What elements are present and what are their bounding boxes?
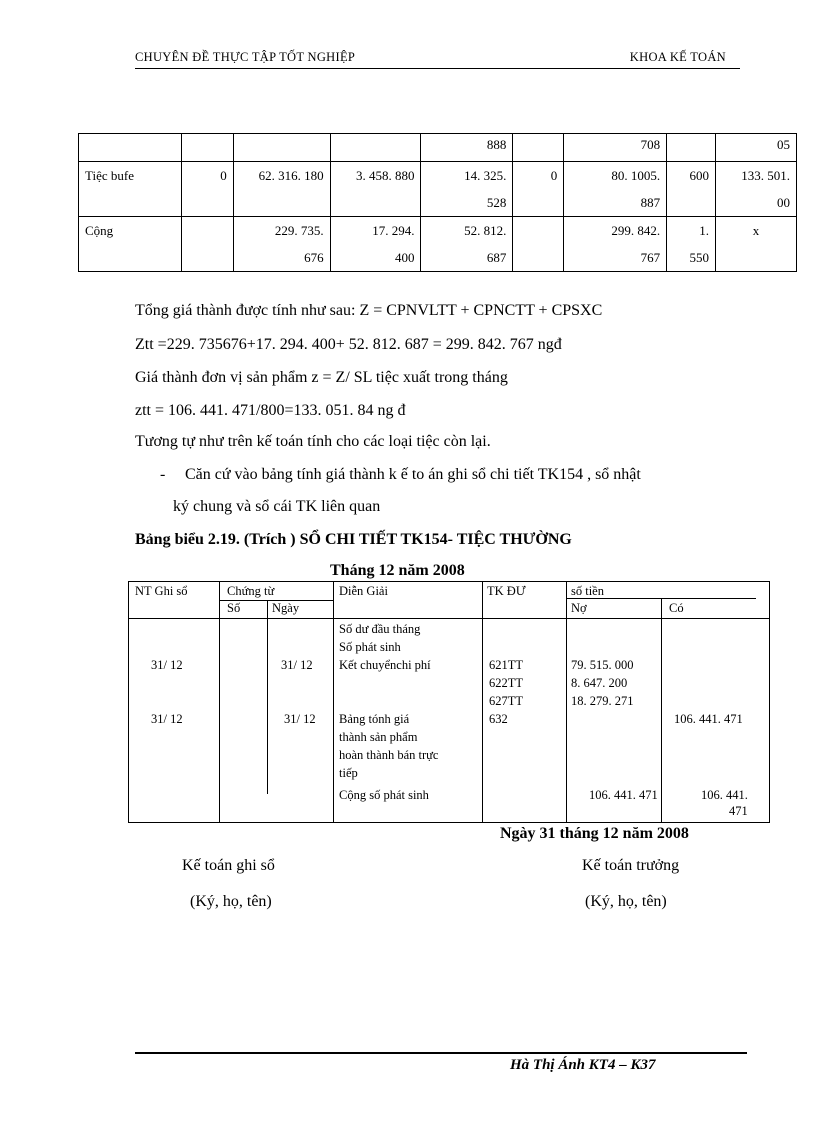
- row2-desc: tiếp: [339, 766, 358, 780]
- formula-text: Tổng giá thành được tính như sau: Z = CPNVLTT + CPNCTT + CPSXC: [135, 302, 603, 319]
- arising-label: Số phát sinh: [339, 640, 401, 654]
- header-left: CHUYÊN ĐỀ THỰC TẬP TỐT NGHIỆP: [135, 50, 356, 64]
- header-right: KHOA KẾ TOÁN: [629, 50, 726, 64]
- cell: x: [716, 217, 797, 272]
- bullet-text-1: Căn cứ vào bảng tính giá thành k ế to án ghi sổ chi tiết TK154 , sổ nhật: [185, 466, 641, 483]
- cell: 133. 501. 00: [716, 162, 797, 217]
- row2-date: 31/ 12: [151, 712, 183, 726]
- cell: 80. 1005. 887: [564, 162, 667, 217]
- account: 622TT: [489, 676, 524, 690]
- cell: 600: [667, 162, 716, 217]
- left-sign-title: Kế toán ghi sổ: [182, 857, 275, 874]
- cell: 14. 325. 528: [421, 162, 513, 217]
- cell: 17. 294. 400: [330, 217, 421, 272]
- table-subtitle: Tháng 12 năm 2008: [330, 562, 465, 579]
- cell: 3. 458. 880: [330, 162, 421, 217]
- footer-rule: [135, 1052, 747, 1054]
- cell: 62. 316. 180: [233, 162, 330, 217]
- table-row: [79, 217, 797, 272]
- cell: 1. 550: [667, 217, 716, 272]
- row2-account: 632: [489, 712, 508, 726]
- amount: 18. 279. 271: [571, 694, 634, 708]
- sign-date: Ngày 31 tháng 12 năm 2008: [500, 825, 689, 842]
- right-sign-sub: (Ký, họ, tên): [585, 893, 667, 910]
- calc-text: Ztt =229. 735676+17. 294. 400+ 52. 812. 687 = 299. 842. 767 ngđ: [135, 336, 562, 353]
- unit-calc-text: ztt = 106. 441. 471/800=133. 051. 84 ng đ: [135, 402, 406, 419]
- opening-balance: Số dư đầu tháng: [339, 622, 421, 636]
- table-title: Bảng biểu 2.19. (Trích ) SỔ CHI TIẾT TK154- TIỆC THƯỜNG: [135, 531, 572, 548]
- col-so-tien: số tiền: [571, 584, 604, 598]
- account: 627TT: [489, 694, 524, 708]
- cell: 888: [421, 134, 513, 162]
- cell: 05: [716, 134, 797, 162]
- col-co: Có: [669, 601, 684, 615]
- col-dien-giai: Diễn Giải: [339, 584, 388, 598]
- footer-author: Hà Thị Ánh KT4 – K37: [510, 1057, 656, 1073]
- bullet-dash: -: [160, 466, 166, 483]
- table-row: [79, 162, 797, 217]
- total-co-2: 471: [729, 804, 748, 818]
- similar-text: Tương tự như trên kế toán tính cho các loại tiệc còn lại.: [135, 433, 491, 450]
- cell: 0: [181, 162, 233, 217]
- col-chung-tu: Chứng từ: [227, 584, 275, 598]
- bullet-text-2: ký chung và sổ cái TK liên quan: [173, 498, 381, 515]
- row2-desc: Bảng tónh giá: [339, 712, 410, 726]
- left-sign-sub: (Ký, họ, tên): [190, 893, 272, 910]
- amount: 79. 515. 000: [571, 658, 634, 672]
- cell: 0: [513, 162, 564, 217]
- total-no: 106. 441. 471: [589, 788, 658, 802]
- right-sign-title: Kế toán trưởng: [582, 857, 680, 874]
- row-label: Cộng: [79, 217, 182, 272]
- table-row: [79, 134, 797, 162]
- row-label: Tiệc bufe: [79, 162, 182, 217]
- row2-co: 106. 441. 471: [674, 712, 743, 726]
- account: 621TT: [489, 658, 524, 672]
- amount: 8. 647. 200: [571, 676, 628, 690]
- col-no: Nợ: [571, 601, 587, 615]
- cell: 52. 812. 687: [421, 217, 513, 272]
- cell: 299. 842. 767: [564, 217, 667, 272]
- row2-desc: hoàn thành bán trực: [339, 748, 439, 762]
- col-so: Số: [227, 601, 241, 615]
- col-ngay: Ngày: [272, 601, 300, 615]
- col-tk-du: TK ĐƯ: [487, 584, 526, 598]
- total-label: Cộng số phát sinh: [339, 788, 429, 802]
- ledger-table: [128, 581, 770, 823]
- col-nt: NT Ghi sổ: [135, 584, 188, 598]
- cost-table: [78, 133, 797, 272]
- cell: 708: [564, 134, 667, 162]
- row1-ngay: 31/ 12: [281, 658, 313, 672]
- row2-desc: thành sản phẩm: [339, 730, 418, 744]
- unit-cost-text: Giá thành đơn vị sản phẩm z = Z/ SL tiệc xuất trong tháng: [135, 369, 508, 386]
- page-header: [135, 50, 740, 69]
- row1-date: 31/ 12: [151, 658, 183, 672]
- row2-ngay: 31/ 12: [284, 712, 316, 726]
- cell: 229. 735. 676: [233, 217, 330, 272]
- row1-desc: Kết chuyểnchi phí: [339, 658, 431, 672]
- total-co: 106. 441.: [701, 788, 748, 802]
